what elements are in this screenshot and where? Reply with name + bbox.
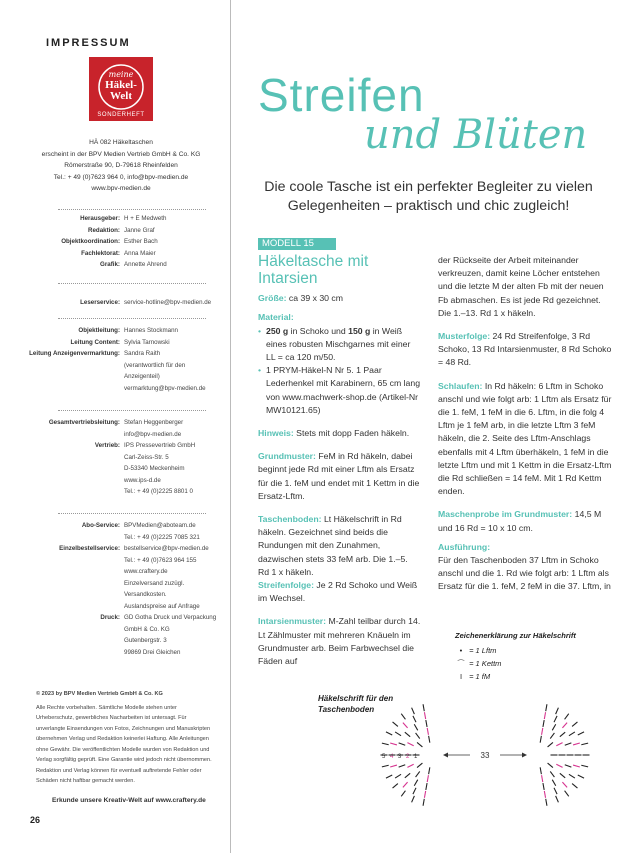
stitch-mark bbox=[565, 791, 569, 797]
staff-value: www.ips-d.de bbox=[124, 476, 161, 484]
magazine-logo bbox=[89, 57, 153, 121]
staff-value: BPVMedien@aboteam.de bbox=[124, 522, 196, 529]
stitch-mark bbox=[414, 780, 418, 786]
stitch-mark bbox=[416, 733, 420, 739]
mat-text: 1 PRYM-Häkel-N Nr 5. 1 Paar Lederhenkel mit Karabinern, 65 cm lang von www.machwerk-shop.de (Artikel-Nr MW10121.65) bbox=[266, 365, 421, 415]
staff-row bbox=[0, 452, 228, 464]
legend-title: Zeichenerklärung zur Häkelschrift bbox=[455, 631, 576, 640]
stitch-mark bbox=[393, 722, 398, 726]
impressum-title: IMPRESSUM bbox=[46, 37, 131, 49]
stitch-mark bbox=[565, 743, 572, 745]
arrow-head-left bbox=[443, 753, 448, 758]
stitch-mark bbox=[552, 724, 556, 730]
stitch-mark bbox=[429, 767, 430, 774]
staff-role: Herausgeber: bbox=[80, 215, 120, 222]
material-item: • 250 g in Schoko und 150 g in Weiß eines robusten Mischgarnes mit einer LL = ca 120 m/50. bbox=[258, 325, 411, 363]
stitch-mark bbox=[429, 736, 430, 743]
staff-row bbox=[0, 520, 228, 532]
legend-item bbox=[455, 670, 576, 683]
article-title-script: und Blüten bbox=[364, 112, 588, 158]
size-value: ca 39 x 30 cm bbox=[288, 293, 343, 304]
staff-value: GmbH & Co. KG bbox=[124, 625, 170, 633]
staff-role: Abo-Service: bbox=[81, 522, 120, 529]
staff-value: www.craftery.de bbox=[124, 568, 168, 575]
legend-text: = 1 fM bbox=[469, 672, 491, 681]
staff-row bbox=[0, 236, 228, 248]
staff-value: Anna Maier bbox=[124, 249, 156, 257]
staff-role bbox=[0, 578, 124, 590]
stitch-mark bbox=[407, 743, 413, 746]
stitch-mark bbox=[540, 736, 541, 743]
stitch-mark bbox=[403, 782, 408, 787]
stitch-mark bbox=[401, 714, 405, 720]
pub-line: HÄ 082 Häkeltaschen bbox=[89, 139, 153, 146]
staff-role: Gesamtvertriebsleitung: bbox=[48, 419, 120, 426]
impressum-column bbox=[0, 0, 228, 853]
staff-role bbox=[0, 555, 124, 567]
staff-role bbox=[0, 463, 124, 475]
stitch-mark bbox=[565, 714, 569, 720]
staff-role bbox=[0, 360, 124, 372]
staff-role bbox=[0, 635, 124, 647]
staff-group-management bbox=[0, 325, 228, 394]
divider-line bbox=[58, 318, 206, 319]
stitch-mark bbox=[395, 774, 401, 778]
staff-role: Leserservice: bbox=[80, 299, 120, 306]
stitch-mark bbox=[417, 763, 422, 767]
stitch-mark bbox=[562, 723, 567, 728]
pub-line: erscheint in der BPV Medien Vertrieb GmbH & Co. KG bbox=[41, 150, 201, 158]
staff-role bbox=[0, 647, 124, 659]
staff-row bbox=[0, 624, 228, 636]
loops-text: In Rd häkeln: 6 Lftm in Schoko anschl und wie folgt arb: 1 Lftm als Ersatz für die 1. feM, 1 feM in die 6. Lftm, in die folg 4 Lftm je 1 feM arb, in die letzte Lftm 3 feM häkeln, die 2. Seite des Lftm-Anschlags ebenfalls mit 4 Lftm überhäkeln, 1 feM in die letzte Lftm und mit 1 Kettm in die Ersatz-Lftm die Rd schließen = 14 feM. Mit 1 Rd Kettm enden. bbox=[438, 380, 612, 497]
stitch-mark bbox=[393, 784, 398, 788]
stitch-mark bbox=[543, 720, 544, 727]
pub-line: Römerstraße 90, D-79618 Rheinfelden bbox=[64, 162, 178, 169]
sequence-text: 24 Rd Streifenfolge, 3 Rd Schoko, 13 Rd Intarsienmuster, 8 Rd Schoko = 48 Rd. bbox=[438, 331, 612, 368]
staff-row bbox=[0, 383, 228, 395]
staff-row bbox=[0, 589, 228, 601]
staff-value: GD Gotha Druck und Verpackung bbox=[124, 614, 217, 621]
staff-row bbox=[0, 566, 228, 578]
arrow-head-right bbox=[522, 753, 527, 758]
round-number: 5 bbox=[382, 754, 386, 760]
staff-role: Einzelbestellservice: bbox=[59, 545, 120, 552]
staff-row bbox=[0, 360, 228, 372]
stitch-mark bbox=[544, 712, 545, 719]
stitch-mark bbox=[548, 763, 553, 767]
staff-role: Vertrieb: bbox=[94, 442, 120, 449]
model-title: Häkeltasche mit Intarsien bbox=[258, 253, 369, 288]
stitch-mark bbox=[572, 722, 577, 726]
round-number: 4 bbox=[390, 754, 394, 760]
staff-role: Fachlektorat: bbox=[81, 249, 120, 257]
staff-value: Janne Graf bbox=[124, 226, 155, 234]
staff-row bbox=[0, 337, 228, 349]
hint-label: Hinweis: bbox=[258, 428, 294, 439]
craftery-link[interactable]: Erkunde unsere Kreativ-Welt auf www.craftery.de bbox=[52, 797, 206, 804]
stitch-mark bbox=[542, 775, 543, 782]
staff-value: Tel.: + 49 (0)2225 8801 0 bbox=[124, 488, 193, 495]
diagram-title-line: Taschenboden bbox=[318, 705, 375, 714]
stitch-mark bbox=[412, 708, 415, 714]
pattern-label: Grundmuster: bbox=[258, 451, 316, 462]
stitch-mark bbox=[414, 724, 418, 730]
staff-role: Objektkoordination: bbox=[61, 238, 120, 245]
staff-group-editorial bbox=[0, 213, 228, 271]
gauge-label: Maschenprobe im Grundmuster: bbox=[438, 509, 573, 520]
stitch-mark bbox=[386, 775, 392, 778]
staff-group-service bbox=[0, 297, 228, 309]
stitch-mark bbox=[386, 732, 392, 735]
legend-text: = 1 Kettm bbox=[469, 659, 502, 668]
stitch-mark bbox=[407, 764, 413, 767]
logo-text-4: SONDERHEFT bbox=[97, 112, 145, 118]
divider-line bbox=[58, 410, 206, 411]
gauge-text: 14,5 M und 16 Rd = 10 x 10 cm. bbox=[438, 509, 602, 533]
stitch-mark bbox=[399, 743, 406, 745]
staff-role: Leitung Content: bbox=[70, 338, 120, 346]
text-column-2 bbox=[438, 254, 616, 594]
stitch-mark bbox=[569, 774, 575, 778]
legend-text: = 1 Lftm bbox=[469, 646, 497, 655]
staff-value: service-hotline@bpv-medien.de bbox=[124, 299, 212, 306]
stripe-label: Streifenfolge: bbox=[258, 580, 314, 591]
staff-role bbox=[0, 566, 124, 578]
stitch-mark bbox=[405, 732, 410, 736]
publisher-info bbox=[26, 137, 216, 195]
base-text: Lt Häkelschrift in Rd häkeln. Gezeichnet sind beids die Rundungen mit den Zunahmen, dazwischen stets 33 feM arb. Die 1.–5. Rd 1 x häkeln. bbox=[258, 514, 408, 577]
material-item: • 1 PRYM-Häkel-N Nr 5. 1 Paar Lederhenkel mit Karabinern, 65 cm lang von www.machwerk-shop.de (Artikel-Nr MW10121.65) bbox=[258, 364, 421, 417]
stitch-mark bbox=[423, 799, 424, 806]
stitch-mark bbox=[413, 716, 416, 722]
legend-item bbox=[455, 644, 576, 657]
staff-role: Objektleitung: bbox=[78, 327, 120, 334]
stitch-mark bbox=[550, 733, 554, 739]
stitch-mark bbox=[569, 732, 575, 736]
stitch-mark bbox=[542, 728, 543, 735]
staff-value: Hannes Stockmann bbox=[124, 327, 178, 334]
stitch-mark bbox=[565, 765, 572, 767]
loops-label: Schlaufen: bbox=[438, 380, 483, 391]
staff-role: Grafik: bbox=[100, 261, 120, 268]
staff-value: vermarktung@bpv-medien.de bbox=[124, 384, 206, 392]
stitch-mark bbox=[390, 743, 397, 745]
staff-row bbox=[0, 578, 228, 590]
stitch-mark bbox=[573, 765, 580, 767]
stitch-mark bbox=[390, 765, 397, 767]
staff-row bbox=[0, 297, 228, 309]
staff-role bbox=[0, 601, 124, 613]
stitch-mark bbox=[562, 782, 567, 787]
staff-value: 99869 Drei Gleichen bbox=[124, 648, 181, 656]
staff-row bbox=[0, 647, 228, 659]
stitch-mark bbox=[401, 791, 405, 797]
staff-row bbox=[0, 555, 228, 567]
model-badge: MODELL 15 bbox=[258, 238, 336, 250]
text-column-1 bbox=[258, 237, 421, 668]
staff-row bbox=[0, 348, 228, 360]
stitch-mark bbox=[556, 796, 559, 802]
copyright-head: © 2023 by BPV Medien Vertrieb GmbH & Co. KG bbox=[36, 691, 163, 697]
intarsia-label: Intarsienmuster: bbox=[258, 616, 327, 627]
staff-row bbox=[0, 429, 228, 441]
stitch-mark bbox=[546, 704, 547, 711]
staff-row bbox=[0, 486, 228, 498]
mat-bold: 250 g bbox=[266, 325, 289, 336]
staff-group-distribution bbox=[0, 417, 228, 498]
sequence-label: Musterfolge: bbox=[438, 331, 491, 342]
stitch-mark bbox=[427, 775, 428, 782]
copyright-block bbox=[36, 689, 216, 787]
stitch-mark bbox=[556, 708, 559, 714]
stitch-mark bbox=[423, 704, 424, 711]
base-label: Taschenboden: bbox=[258, 514, 322, 525]
divider-line bbox=[58, 513, 206, 514]
staff-group-orders bbox=[0, 520, 228, 658]
staff-role bbox=[0, 371, 124, 383]
round-number: 1 bbox=[414, 754, 418, 760]
stitch-mark bbox=[572, 784, 577, 788]
staff-value: Anzeigenteil) bbox=[124, 373, 160, 380]
staff-row bbox=[0, 440, 228, 452]
staff-role bbox=[0, 452, 124, 464]
staff-value: info@bpv-medien.de bbox=[124, 430, 182, 438]
staff-value: IPS Pressevertrieb GmbH bbox=[124, 442, 196, 449]
stitch-mark bbox=[426, 783, 427, 790]
stitch-mark bbox=[413, 788, 416, 794]
staff-role bbox=[0, 532, 124, 544]
stitch-mark bbox=[573, 743, 580, 745]
legend-item bbox=[455, 657, 576, 670]
staff-role bbox=[0, 624, 124, 636]
round-number: 3 bbox=[398, 754, 402, 760]
execution-label: Ausführung: bbox=[438, 541, 491, 552]
article-title-main: Streifen bbox=[258, 69, 425, 121]
staff-row bbox=[0, 635, 228, 647]
staff-role bbox=[0, 475, 124, 487]
staff-role: Redaktion: bbox=[88, 226, 120, 234]
staff-role bbox=[0, 383, 124, 395]
single-crochet-icon: I bbox=[459, 672, 463, 681]
stitch-mark bbox=[382, 765, 389, 767]
staff-row bbox=[0, 601, 228, 613]
mat-bold: 150 g bbox=[348, 325, 371, 336]
staff-value: Annette Ahrend bbox=[124, 261, 167, 268]
stitch-mark bbox=[560, 732, 565, 736]
staff-row bbox=[0, 532, 228, 544]
pub-line: www.bpv-medien.de bbox=[91, 185, 151, 192]
stitch-mark bbox=[554, 716, 557, 722]
round-number: 2 bbox=[406, 754, 410, 760]
stitch-mark bbox=[395, 732, 401, 736]
pub-line: Tel.: + 49 (0)7623 964 0, info@bpv-medien.de bbox=[53, 173, 189, 181]
staff-value: bestellservice@bpv-medien.de bbox=[124, 545, 209, 552]
staff-value: Versandkosten. bbox=[124, 591, 167, 598]
staff-row bbox=[0, 325, 228, 337]
staff-row bbox=[0, 259, 228, 271]
material-label: Material: bbox=[258, 312, 294, 323]
stitch-mark bbox=[382, 743, 389, 745]
staff-row bbox=[0, 248, 228, 260]
stitch-mark bbox=[554, 788, 557, 794]
stitch-mark bbox=[424, 712, 425, 719]
staff-value: Carl-Zeiss-Str. 5 bbox=[124, 453, 169, 461]
stitch-mark bbox=[552, 780, 556, 786]
stitch-count: 33 bbox=[480, 751, 490, 760]
staff-value: Gutenbergstr. 3 bbox=[124, 637, 167, 644]
copyright-text: Alle Rechte vorbehalten. Sämtliche Modelle stehen unter Urheberschutz, gewerbliches Nacharbeiten ist untersagt. Für unverlangte Einsendungen von Fotos, Zeichnungen und Manuskripten übernehmen Verlag und Redaktion keinerlei Haftung. Alle Anleitungen ohne Gewähr. Die veröffentlichten Modelle wurden von Redaktion und Verlag sorgfältig geprüft. Eine Garantie wird jedoch nicht übernommen. Redaktion und Verlag können für eventuell auftretende Fehler oder Schäden nicht haftbar gemacht werden. bbox=[36, 704, 212, 784]
chain-icon: • bbox=[459, 646, 463, 655]
staff-value: H + E Medweth bbox=[124, 215, 167, 222]
stitch-mark bbox=[546, 799, 547, 806]
mat-text: in Weiß eines robusten Mischgarnes mit einer LL = ca 120 m/50. bbox=[266, 325, 411, 363]
page-number: 26 bbox=[30, 815, 41, 825]
intarsia-text: M-Zahl teilbar durch 14. Lt Zählmuster mit mehreren Knäueln im Grundmuster arb. Beim Farbwechsel die Fäden auf bbox=[258, 616, 421, 667]
staff-row bbox=[0, 463, 228, 475]
stitch-mark bbox=[416, 771, 420, 777]
stitch-mark bbox=[544, 791, 545, 798]
article-intro: Die coole Tasche ist ein perfekter Begleiter zu vielen Gelegenheiten – praktisch und chic zugleich! bbox=[264, 179, 593, 214]
symbol-legend bbox=[455, 629, 576, 683]
staff-value: Tel.: + 49 (0)7623 964 155 bbox=[124, 556, 197, 564]
stitch-mark bbox=[424, 791, 425, 798]
stitch-mark bbox=[412, 796, 415, 802]
staff-row bbox=[0, 543, 228, 555]
staff-value: Stefan Heggenberger bbox=[124, 419, 184, 426]
stripe-text: Je 2 Rd Schoko und Weiß im Wechsel. bbox=[258, 580, 418, 604]
stitch-mark bbox=[426, 720, 427, 727]
stitch-mark bbox=[578, 775, 584, 778]
logo-text-3: Welt bbox=[110, 90, 132, 102]
staff-row bbox=[0, 612, 228, 624]
staff-role bbox=[0, 486, 124, 498]
stitch-mark bbox=[427, 728, 428, 735]
diagram-title-line: Häkelschrift für den bbox=[318, 694, 394, 703]
staff-value: D-53340 Meckenheim bbox=[124, 465, 185, 472]
staff-row bbox=[0, 225, 228, 237]
stitch-mark bbox=[548, 742, 553, 746]
pattern-text: FeM in Rd häkeln, dabei beginnt jede Rd mit einer Lftm als Ersatz für die 1. feM und endet mit 1 Kettm in die Ersatz-Lftm. bbox=[258, 451, 420, 501]
staff-value: Sandra Raith bbox=[124, 350, 161, 357]
staff-role bbox=[0, 429, 124, 441]
staff-value: (verantwortlich für den bbox=[124, 361, 186, 369]
stitch-mark bbox=[556, 743, 562, 746]
staff-row bbox=[0, 475, 228, 487]
staff-role: Leitung Anzeigenvermarktung: bbox=[29, 350, 120, 357]
staff-value: Einzelversand zuzügl. bbox=[124, 579, 185, 587]
staff-role bbox=[0, 589, 124, 601]
hint-text: Stets mit dopp Faden häkeln. bbox=[293, 428, 410, 439]
stitch-mark bbox=[543, 783, 544, 790]
staff-value: Tel.: + 49 (0)2225 7085 321 bbox=[124, 533, 200, 541]
stitch-mark bbox=[581, 743, 588, 745]
logo-text-2: Häkel- bbox=[105, 79, 137, 91]
continued-text: der Rückseite der Arbeit miteinander verkreuzen, damit keine Löcher entstehen und die letzte M der alten Fb mit der neuen Fb abmaschen. Es ist jede Rd gezeichnet. Die 1.–13. Rd 1 x häkeln. bbox=[438, 255, 604, 318]
divider-line bbox=[58, 209, 206, 210]
stitch-mark bbox=[405, 773, 410, 777]
stitch-mark bbox=[550, 771, 554, 777]
staff-row bbox=[0, 371, 228, 383]
stitch-mark bbox=[581, 765, 588, 767]
staff-value: Esther Bach bbox=[124, 238, 158, 245]
stitch-mark bbox=[556, 764, 562, 767]
divider-line bbox=[58, 283, 206, 284]
staff-value: Sylvia Tarnowski bbox=[124, 338, 170, 346]
slip-stitch-icon: ⌒ bbox=[457, 659, 465, 668]
stitch-mark bbox=[540, 767, 541, 774]
stitch-mark bbox=[578, 732, 584, 735]
staff-row bbox=[0, 213, 228, 225]
staff-row bbox=[0, 417, 228, 429]
staff-value: Auslandspreise auf Anfrage bbox=[124, 602, 200, 610]
stitch-mark bbox=[403, 723, 408, 728]
size-label: Größe: bbox=[258, 293, 287, 304]
crochet-diagram bbox=[370, 700, 620, 820]
stitch-mark bbox=[399, 765, 406, 767]
staff-role: Druck: bbox=[100, 614, 120, 621]
mat-text: in Schoko und bbox=[288, 325, 349, 336]
logo-text-1: meine bbox=[108, 70, 134, 79]
stitch-mark bbox=[560, 773, 565, 777]
column-divider bbox=[230, 0, 231, 853]
execution-text: Für den Taschenboden 37 Lftm in Schoko anschl und die 1. Rd wie folgt arb: 1 Lftm als Ersatz für die 1. feM, 2 feM in die 37. Lftm, in bbox=[438, 555, 611, 592]
stitch-mark bbox=[417, 742, 422, 746]
